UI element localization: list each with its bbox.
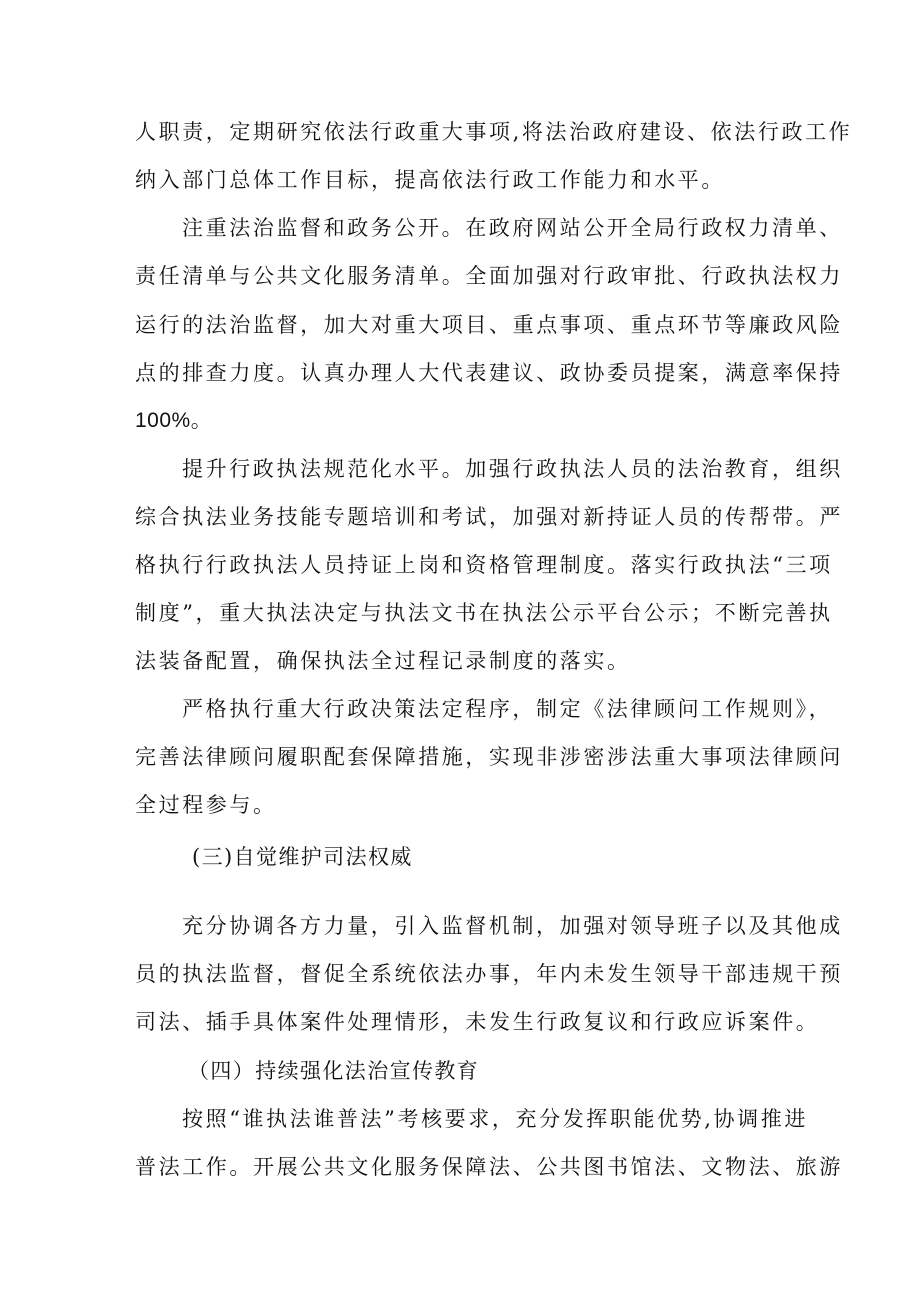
- paragraph-line: 法装备配置，确保执法全过程记录制度的落实。: [135, 649, 631, 673]
- section-heading: （四）持续强化法治宣传教育: [188, 1059, 480, 1083]
- paragraph-line: 按照“谁执法谁普法”考核要求，充分发挥职能优势,协调推进: [182, 1107, 808, 1131]
- paragraph-line: 人职责，定期研究依法行政重大事项,将法治政府建设、依法行政工作: [135, 120, 853, 144]
- paragraph-line: 100%。: [135, 409, 213, 432]
- paragraph-line: 运行的法治监督，加大对重大项目、重点事项、重点环节等廉政风险: [135, 313, 843, 337]
- paragraph-line: 责任清单与公共文化服务清单。全面加强对行政审批、行政执法权力: [135, 264, 843, 288]
- paragraph-line: 员的执法监督，督促全系统依法办事，年内未发生领导干部违规干预: [135, 962, 843, 986]
- paragraph-line: 司法、插手具体案件处理情形，未发生行政复议和行政应诉案件。: [135, 1010, 820, 1034]
- paragraph-line: 充分协调各方力量，引入监督机制，加强对领导班子以及其他成: [182, 914, 843, 938]
- paragraph-line: 点的排查力度。认真办理人大代表建议、政协委员提案，满意率保持: [135, 361, 843, 385]
- section-heading: (三)自觉维护司法权威: [192, 845, 413, 869]
- paragraph-line: 综合执法业务技能专题培训和考试，加强对新持证人员的传帮带。严: [135, 505, 843, 529]
- paragraph-line: 制度”，重大执法决定与执法文书在执法公示平台公示；不断完善执: [135, 601, 833, 625]
- paragraph-line: 格执行行政执法人员持证上岗和资格管理制度。落实行政执法“三项: [135, 553, 833, 577]
- paragraph-line: 提升行政执法规范化水平。加强行政执法人员的法治教育，组织: [182, 457, 843, 481]
- paragraph-line: 纳入部门总体工作目标，提高依法行政工作能力和水平。: [135, 168, 725, 192]
- paragraph-line: 全过程参与。: [135, 793, 277, 817]
- paragraph-line: 注重法治监督和政务公开。在政府网站公开全局行政权力清单、: [182, 216, 843, 240]
- paragraph-line: 严格执行重大行政决策法定程序，制定《法律顾问工作规则》，: [182, 697, 833, 721]
- paragraph-line: 普法工作。开展公共文化服务保障法、公共图书馆法、文物法、旅游: [135, 1155, 843, 1179]
- paragraph-line: 完善法律顾问履职配套保障措施，实现非涉密涉法重大事项法律顾问: [135, 745, 843, 769]
